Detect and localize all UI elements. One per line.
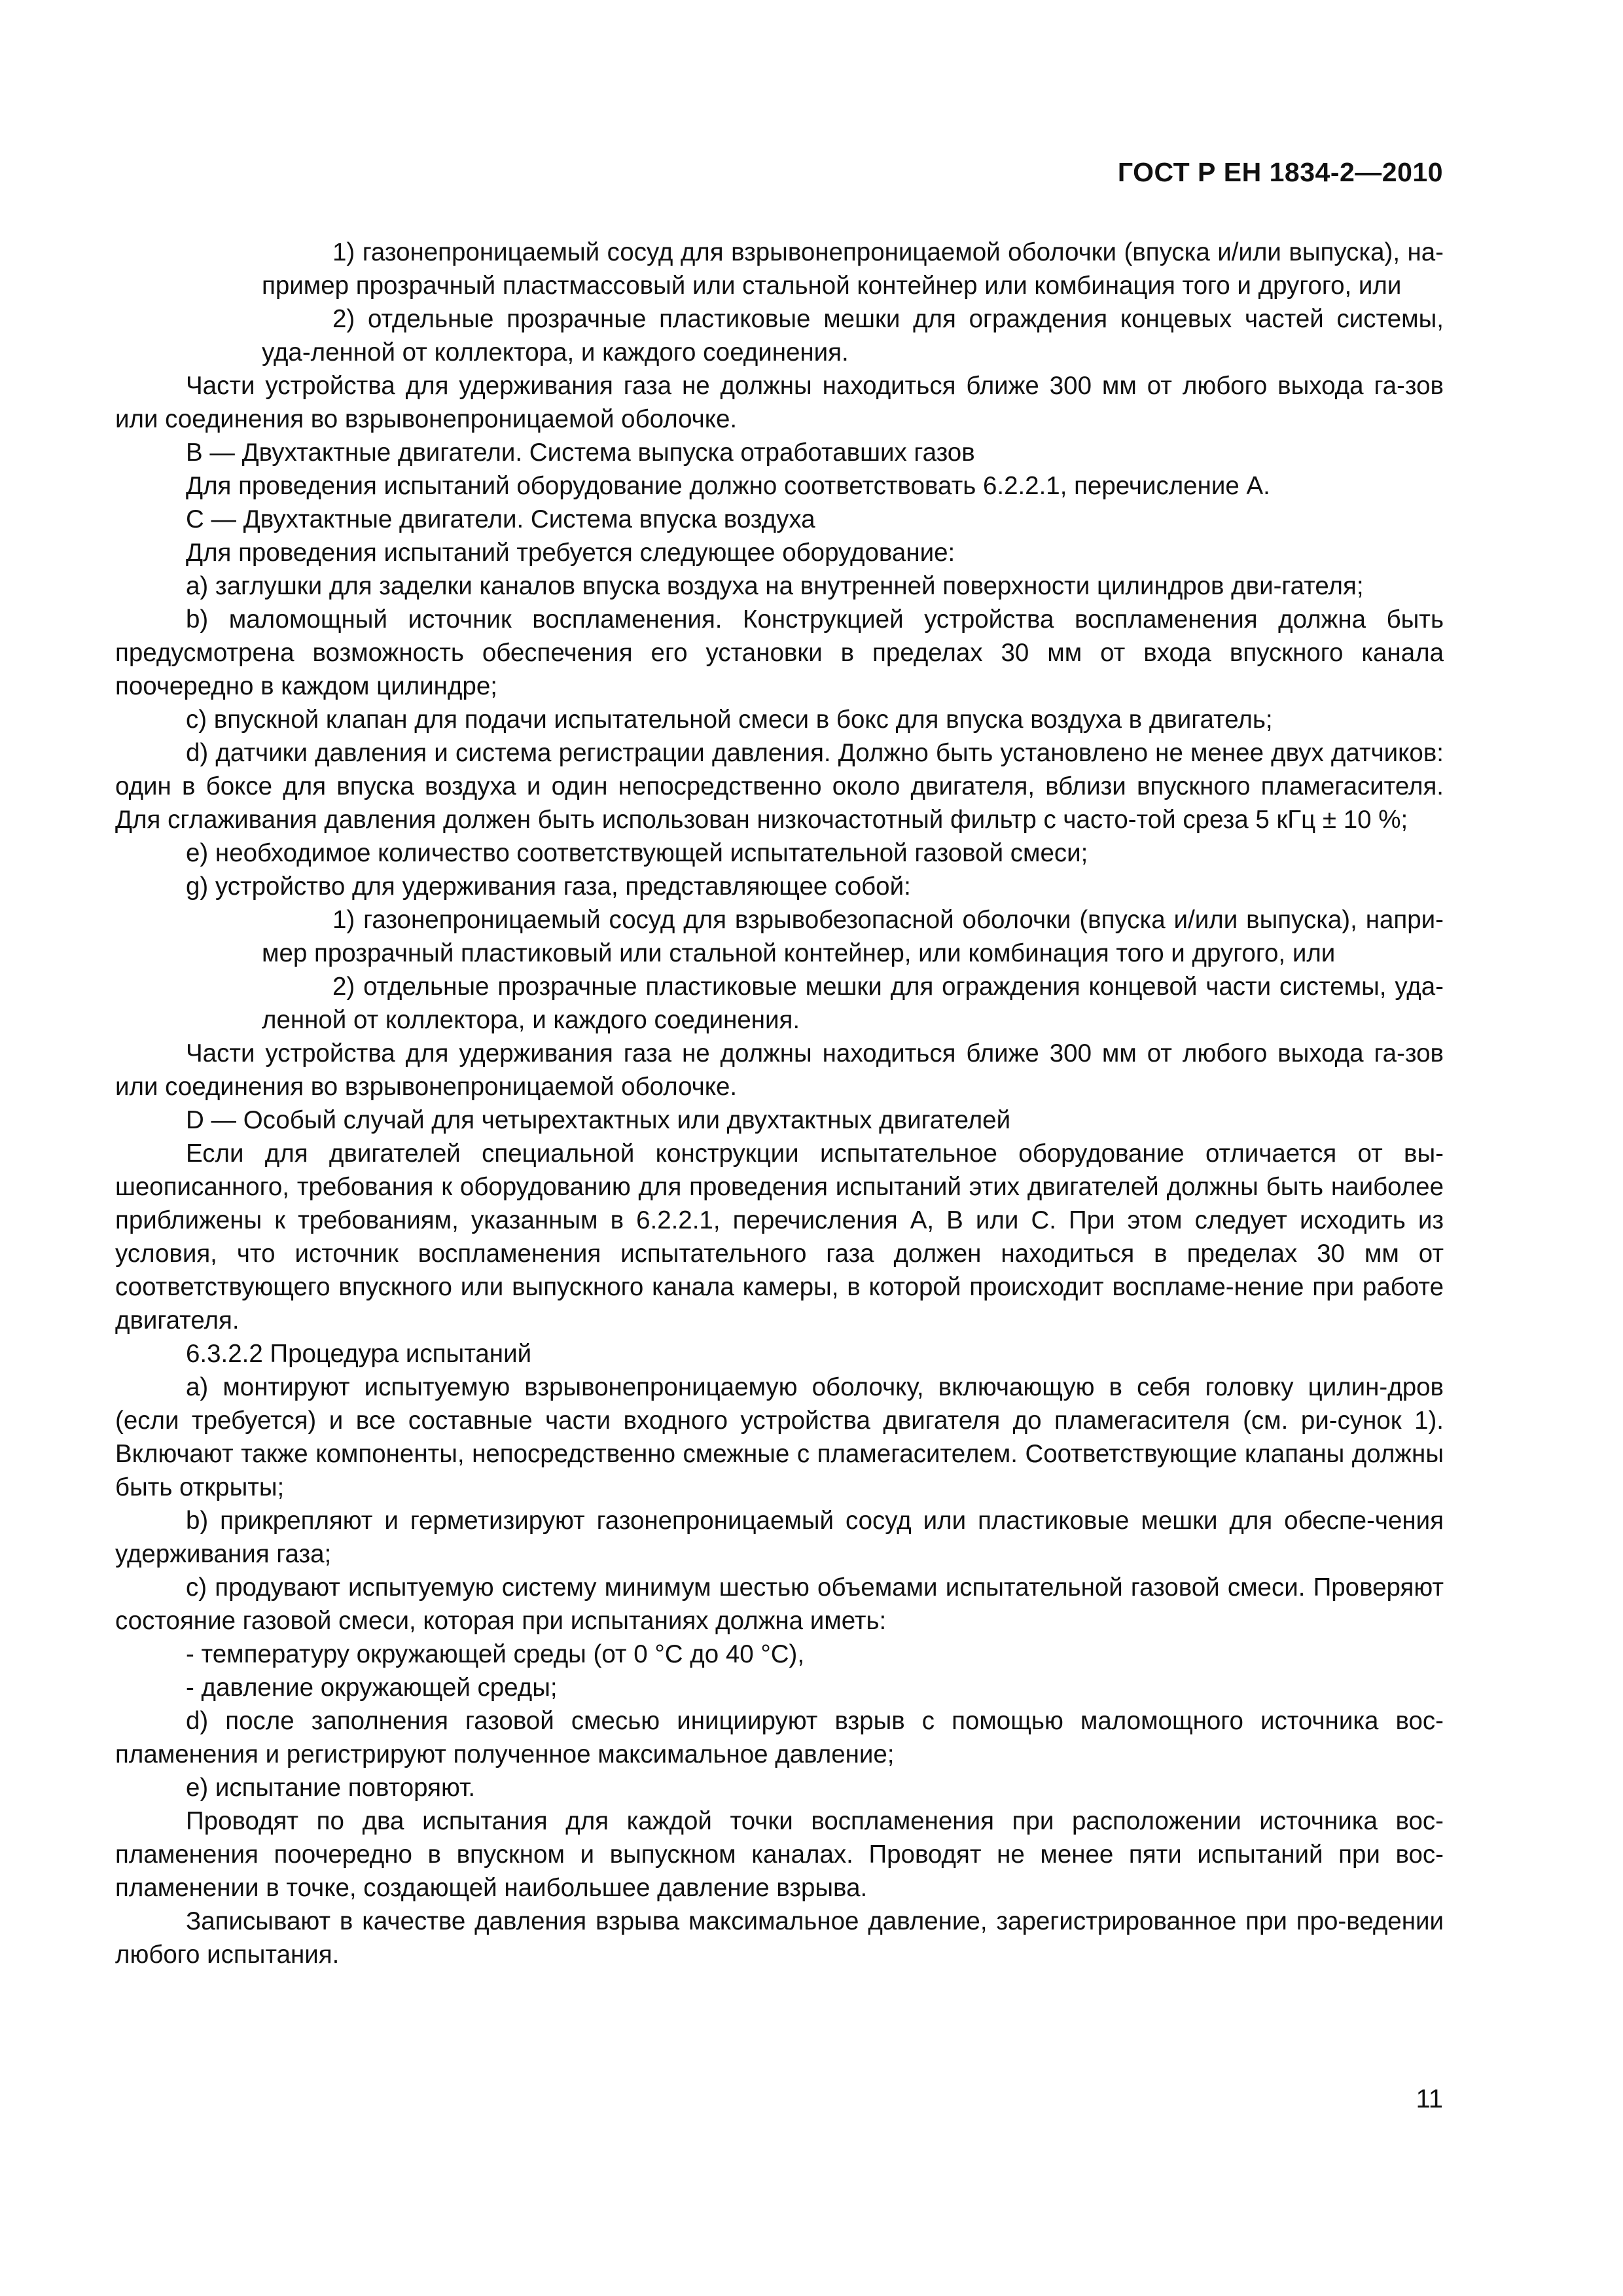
paragraph: Если для двигателей специальной конструкции испытательное оборудование отличается от вы-шеописанного, требования к оборудованию для проведения испытаний этих двигателей должны быть наиболее приближены к требованиям, указанным в 6.2.2.1, перечисления А, B или C. При этом следует исходить из условия, что источник воспламенения испытательного газа должен находиться в пределах 30 мм от соответствующего впускного или выпускного канала камеры, в которой происходит воспламе-нение при работе двигателя. — [115, 1139, 1444, 1335]
section-heading: C — Двухтактные двигатели. Система впуска воздуха — [186, 505, 815, 533]
list-item: b) прикрепляют и герметизируют газонепроницаемый сосуд или пластиковые мешки для обеспе-чения удерживания газа; — [115, 1507, 1444, 1568]
paragraph: Части устройства для удерживания газа не должны находиться ближе 300 мм от любого выхода га-зов или соединения во взрывонепроницаемой оболочке. — [115, 372, 1444, 433]
list-item: e) испытание повторяют. — [186, 1774, 476, 1802]
paragraph: Для проведения испытаний требуется следующее оборудование: — [186, 539, 955, 567]
list-item-sub-1: 1) газонепроницаемый сосуд для взрывобезопасной оболочки (впуска и/или выпуска), напри-мер прозрачный пластиковый или стальной контейнер, или комбинация того и другого, или — [262, 906, 1444, 967]
dash-item: - давление окружающей среды; — [186, 1674, 558, 1702]
paragraph: Части устройства для удерживания газа не должны находиться ближе 300 мм от любого выхода га-зов или соединения во взрывонепроницаемой оболочке. — [115, 1039, 1444, 1101]
paragraph: Для проведения испытаний оборудование должно соответствовать 6.2.2.1, перечисление А. — [186, 472, 1270, 500]
list-item: d) после заполнения газовой смесью инициируют взрыв с помощью маломощного источника вос-пламенения и регистрируют полученное максимальное давление; — [115, 1707, 1444, 1768]
section-heading: B — Двухтактные двигатели. Система выпуска отработавших газов — [186, 439, 975, 467]
paragraph: Записывают в качестве давления взрыва максимальное давление, зарегистрированное при про-ведении любого испытания. — [115, 1907, 1444, 1969]
list-item: a) заглушки для заделки каналов впуска воздуха на внутренней поверхности цилиндров дви-гателя; — [186, 572, 1364, 600]
paragraph: Проводят по два испытания для каждой точки воспламенения при расположении источника вос-пламенения поочередно в впускном и выпускном каналах. Проводят не менее пяти испытаний при вос-пламенении в точке, создающей наибольшее давление взрыва. — [115, 1807, 1444, 1902]
list-item: a) монтируют испытуемую взрывонепроницаемую оболочку, включающую в себя головку цилин-дров (если требуется) и все составные части входного устройства двигателя до пламегасителя (см. ри-сунок 1). Включают также компоненты, непосредственно смежные с пламегасителем. Соответствующие клапаны должны быть открыты; — [115, 1373, 1444, 1501]
dash-item: - температуру окружающей среды (от 0 °C до 40 °C), — [186, 1640, 805, 1668]
list-item: c) впускной клапан для подачи испытательной смеси в бокс для впуска воздуха в двигатель; — [186, 706, 1273, 734]
list-item-sub-2: 2) отдельные прозрачные пластиковые мешки для ограждения концевой части системы, уда-ленной от коллектора, и каждого соединения. — [262, 973, 1444, 1034]
list-item: b) маломощный источник воспламенения. Конструкцией устройства воспламенения должна быть предусмотрена возможность обеспечения его установки в пределах 30 мм от входа впускного канала поочередно в каждом цилиндре; — [115, 605, 1444, 700]
list-item-sub-2: 2) отдельные прозрачные пластиковые мешки для ограждения концевых частей системы, уда-ленной от коллектора, и каждого соединения. — [262, 305, 1444, 367]
document-code-header: ГОСТ Р ЕН 1834-2—2010 — [1117, 157, 1443, 187]
section-heading: D — Особый случай для четырехтактных или двухтактных двигателей — [186, 1106, 1011, 1134]
list-item: c) продувают испытуемую систему минимум шестью объемами испытательной газовой смеси. Проверяют состояние газовой смеси, которая при испытаниях должна иметь: — [115, 1573, 1444, 1635]
list-item-sub-1: 1) газонепроницаемый сосуд для взрывонепроницаемой оболочки (впуска и/или выпуска), на-пример прозрачный пластмассовый или стальной контейнер или комбинация того и другого, или — [262, 238, 1444, 300]
list-item: d) датчики давления и система регистрации давления. Должно быть установлено не менее двух датчиков: один в боксе для впуска воздуха и один непосредственно около двигателя, вблизи впускного пламегасителя. Для сглаживания давления должен быть использован низкочастотный фильтр с часто-той среза 5 кГц ± 10 %; — [115, 739, 1444, 834]
document-body — [115, 236, 1444, 1971]
list-item: e) необходимое количество соответствующей испытательной газовой смеси; — [186, 839, 1088, 867]
subsection-heading: 6.3.2.2 Процедура испытаний — [186, 1340, 532, 1368]
list-item: g) устройство для удерживания газа, представляющее собой: — [186, 872, 911, 901]
page-number: 11 — [1416, 2085, 1443, 2113]
